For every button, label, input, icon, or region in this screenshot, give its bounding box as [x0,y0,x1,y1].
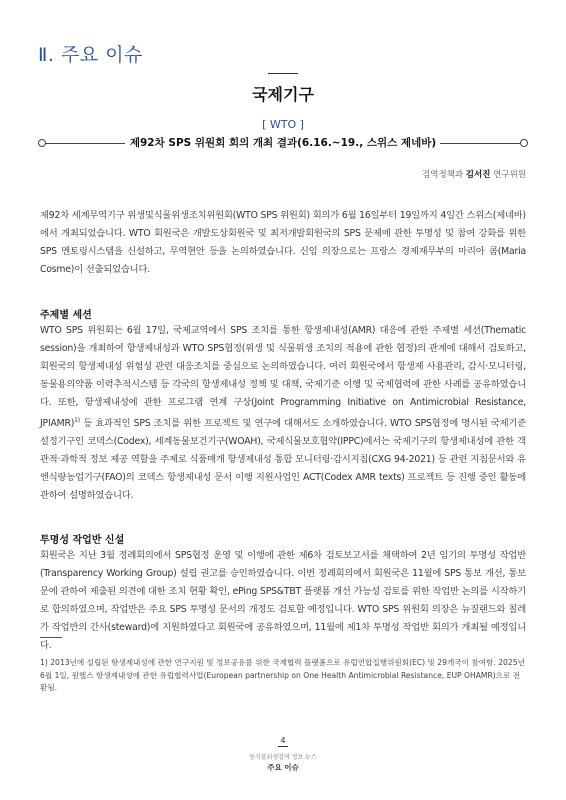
section-heading: 투명성 작업반 신설 [40,535,125,546]
section-heading: 주제별 세션 [40,310,92,321]
subtitle-right-dot [520,139,528,147]
author-line [422,168,526,180]
title-rule [268,73,298,74]
author-department: 검역정책과 [422,170,464,180]
footnote-ref[interactable]: 1) [74,417,80,424]
section-name: 주요 이슈 [60,44,143,66]
subtitle-right-line [440,143,520,144]
footer-section-label: 주요 이슈 [267,763,299,772]
section-paragraph: 회원국은 지난 3월 정례회의에서 SPS협정 운영 및 이행에 관한 제6차 검토보고서를 채택하여 2년 임기의 투명성 작업반(Transparency Working Group) 설립 권고를 승인하였습니다. 이번 정례회의에서 회원국은 11월에 SPS 통보 개선, 통보문에 관하여 제출된 의견에 대한 조치 현황 확인, ePing SPS&TBT 플랫폼 개선 가능성 검토를 위한 작업반 논의를 시작하기로 합의하였으며, 작업반은 주요 SPS 투명성 문서의 개정도 검토할 예정입니다. WTO SPS 위원회 의장은 뉴질랜드와 칠레가 작업반의 간사(steward)에 지원하였다고 회원국에 공유하였으며, 11월에 제1차 투명성 작업반 회의가 개최될 예정입니다. [40,550,526,651]
section-paragraph [40,322,526,505]
author-name: 김서진 [465,170,491,180]
section-title [38,40,143,67]
article-subtitle: 제92차 SPS 위원회 회의 개최 결과(6.16.~19., 스위스 제네바) [129,137,437,149]
footnote-rule [40,637,62,638]
author-title: 연구위원 [493,170,526,180]
article-category: 국제기구 [252,85,314,104]
footnote: 1) 2013년에 설립된 항생제내성에 관한 연구지원 및 정보공유를 위한 국제협력 플랫폼으로 유럽연합집행위원회(EC) 및 29개국이 참여함. 2025년 6월 1일, 원헬스 항생제내성에 관한 유럽협력사업(European partnership on One Health Antimicrobial Resistance, EUP OHAMR)으로 전환됨. [40,658,525,692]
paragraph-text: 등 효과적인 SPS 조치를 위한 프로젝트 및 연구에 대해서도 소개하였습니다. WTO SPS협정에 명시된 국제기준설정기구인 코덱스(Codex), 세계동물보건기구(WOAH), 국제식물보호협약(IPPC)에서는 국제기구의 항생제내성에 관한 객관적·과학적 정보 제공 역할을 주제로 식품매개 항생제내성 통합 모니터링·감시지침(CXG 94-2021) 등 관련 지침문서와 유엔식량농업기구(FAO)의 코덱스 항생제내성 문서 이행 지원사업인 ACT(Codex AMR texts) 프로젝트 등 진행 중인 활동에 관하여 설명하였습니다. [40,418,526,502]
publication-name: 동식물위생검역 정보 뉴스 [249,754,317,761]
intro-paragraph: 제92차 세계무역기구 위생및식물위생조치위원회(WTO SPS 위원회) 회의가 6월 16일부터 19일까지 4일간 스위스(제네바)에서 개최되었습니다. WTO 회원국은 개발도상회원국 및 최저개발회원국의 SPS 문제에 관한 투명성 및 참여 강화를 위한 SPS 멘토링시스템을 신설하고, 무역현안 등을 논의하였습니다. 신임 의장으로는 프랑스 경제재무부의 마리아 콤(Maria Cosme)이 선출되었습니다. [40,210,526,275]
paragraph-text: WTO SPS 위원회는 6월 17일, 국제교역에서 SPS 조치를 통한 항생제내성(AMR) 대응에 관한 주제별 세션(Thematic session)을 개최하여 항생제내성과 WTO SPS협정(위생 및 식물위생 조치의 적용에 관한 협정)의 관계에 대해서 검토하고, 회원국의 항생제내성 위험성 관련 대응조치를 중심으로 논의하였습니다. 여러 회원국에서 항생제 사용관리, 감시·모니터링, 동물용의약품 이력추적시스템 등 각국의 항생제내성 정책 및 대책, 국제기준 이행 및 국제협력에 관한 사례를 공유하였습니다. 또한, 항생제내성에 관한 프로그램 연계 구상(Joint Programming Initiative on Antimicrobial Resistance, JPIAMR) [40,325,526,430]
section-number: Ⅱ. [38,44,55,66]
article-tag: [ WTO ] [262,118,304,131]
page-number: 4 [280,736,286,745]
page-number-rule [278,746,288,747]
